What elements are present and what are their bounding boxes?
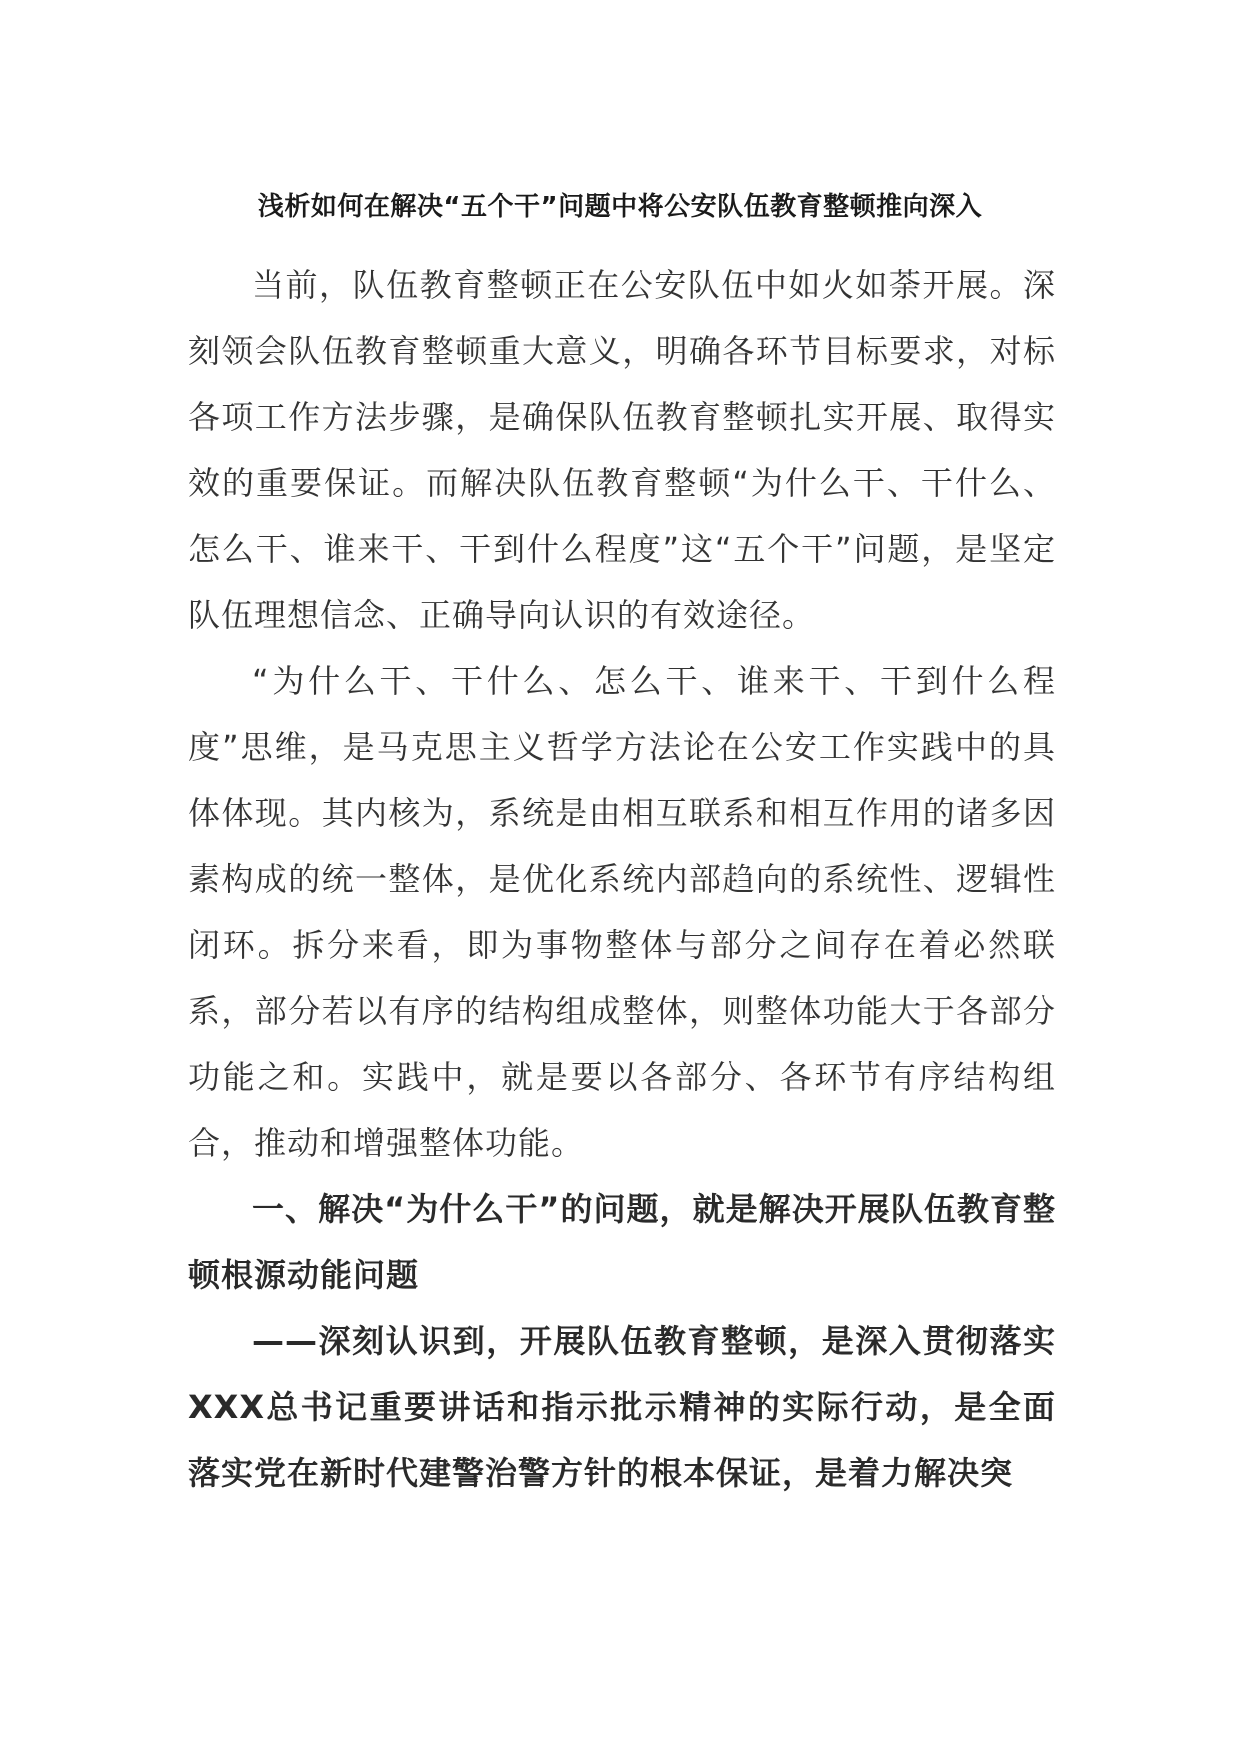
- paragraph-methodology: “为什么干、干什么、怎么干、谁来干、干到什么程度”思维，是马克思主义哲学方法论在公安工作实践中的具体体现。其内核为，系统是由相互联系和相互作用的诸多因素构成的统一整体，是优化系统内部趋向的系统性、逻辑性闭环。拆分来看，即为事物整体与部分之间存在着必然联系，部分若以有序的结构组成整体，则整体功能大于各部分功能之和。实践中，就是要以各部分、各环节有序结构组合，推动和增强整体功能。: [188, 662, 1056, 1162]
- section-heading-1: 一、解决“为什么干”的问题，就是解决开展队伍教育整顿根源动能问题: [188, 1190, 1056, 1294]
- document-title: 浅析如何在解决“五个干”问题中将公安队伍教育整顿推向深入: [257, 192, 983, 222]
- paragraph-bold-point: ——深刻认识到，开展队伍教育整顿，是深入贯彻落实XXX总书记重要讲话和指示批示精神的实际行动，是全面落实党在新时代建警治警方针的根本保证，是着力解决突: [188, 1322, 1056, 1492]
- paragraph-intro: 当前，队伍教育整顿正在公安队伍中如火如荼开展。深刻领会队伍教育整顿重大意义，明确各环节目标要求，对标各项工作方法步骤，是确保队伍教育整顿扎实开展、取得实效的重要保证。而解决队伍教育整顿“为什么干、干什么、怎么干、谁来干、干到什么程度”这“五个干”问题，是坚定队伍理想信念、正确导向认识的有效途径。: [188, 266, 1056, 634]
- document-body: [188, 252, 1056, 1506]
